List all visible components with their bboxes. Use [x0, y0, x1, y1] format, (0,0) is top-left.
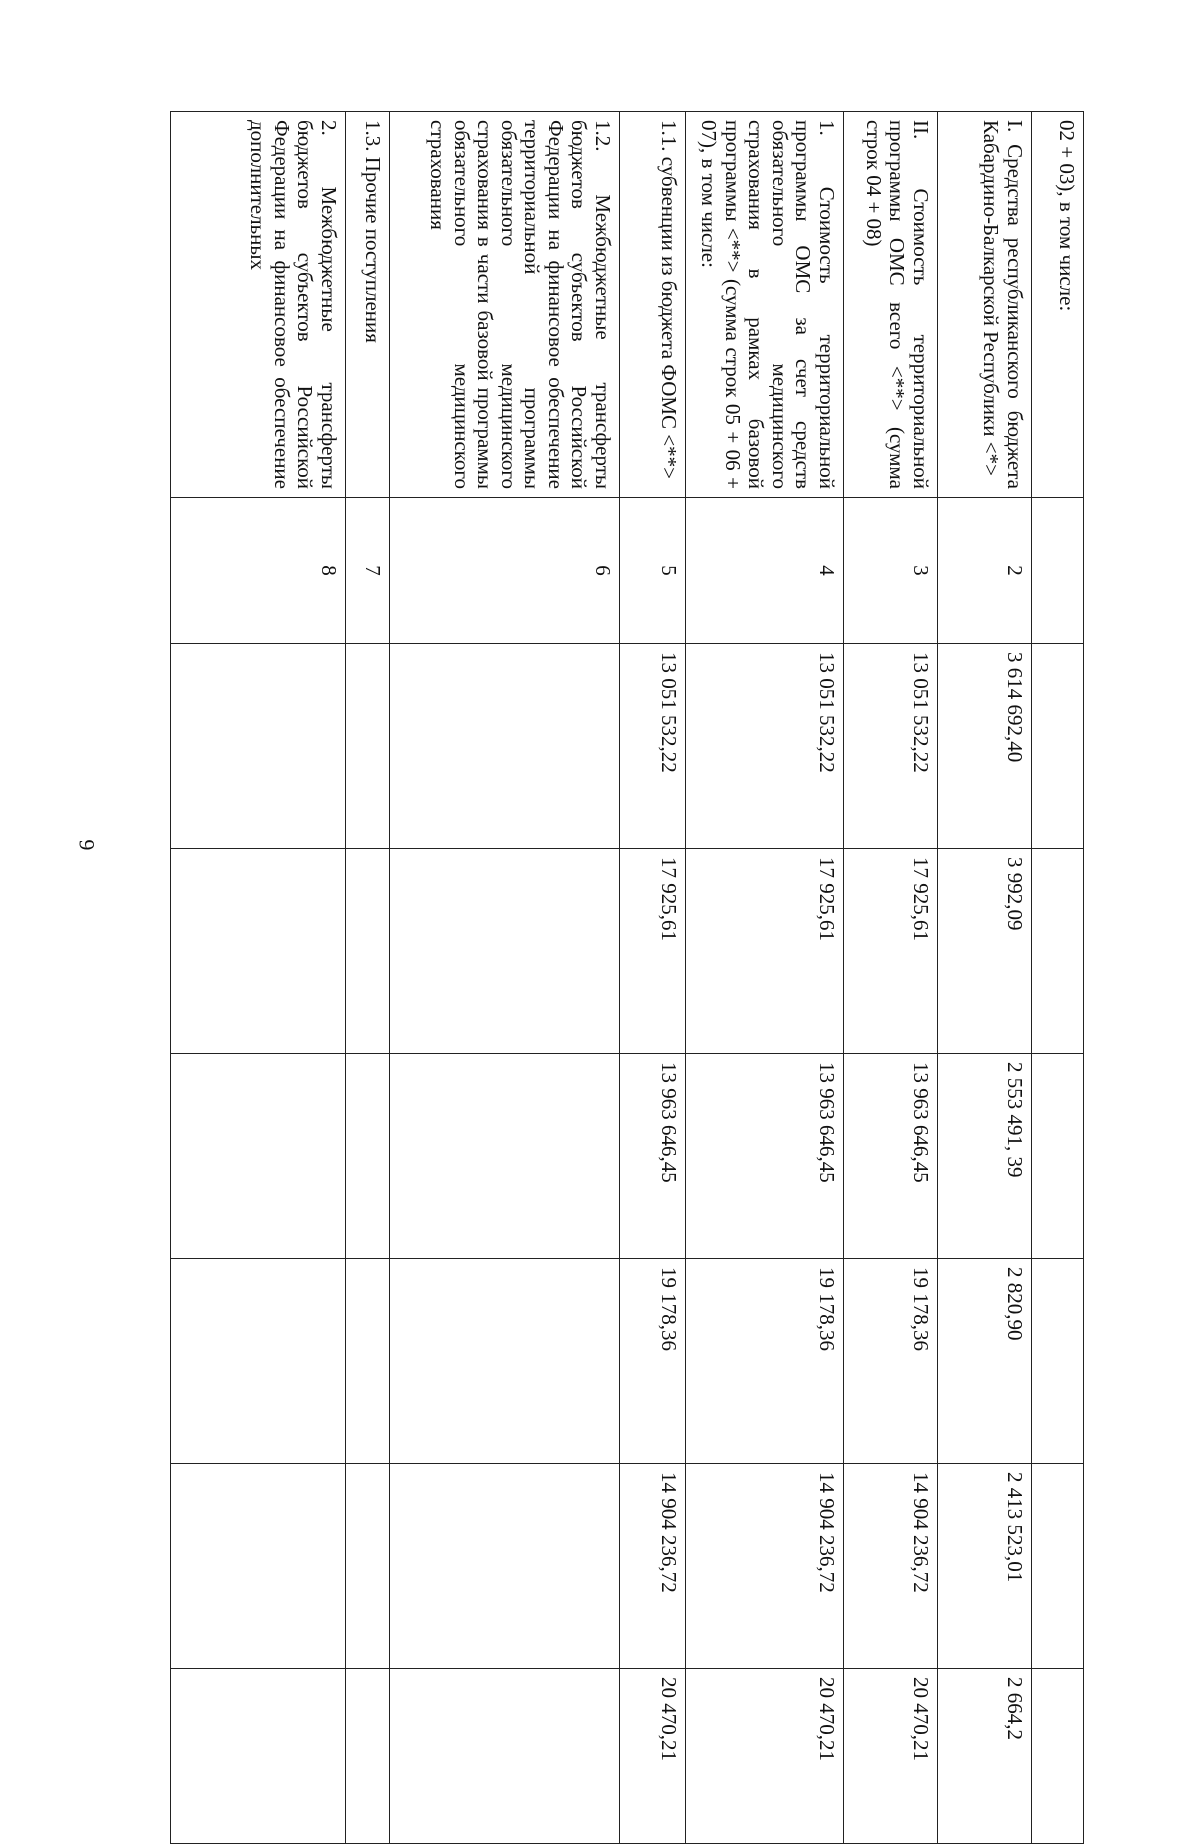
table-row	[390, 112, 620, 1844]
row-code-cell: 8	[171, 498, 346, 644]
value-cell: 14 904 236,72	[844, 1464, 938, 1669]
value-cell: 2 664,2	[938, 1669, 1032, 1844]
value-cell	[390, 1669, 620, 1844]
value-cell	[1032, 1669, 1084, 1844]
row-name-cell: 1.1. субвенции из бюджета ФОМС <**>	[620, 112, 686, 498]
row-name-cell: 1. Стоимость территориальной программы ОМС за счет средств обязательного медицинского страхования в рамках базовой программы <**> (сумма строк 05 + 06 + 07), в том числе:	[686, 112, 844, 498]
value-cell: 13 963 646,45	[686, 1054, 844, 1259]
value-cell: 13 051 532,22	[686, 644, 844, 849]
row-name-cell: II. Стоимость территориальной программы ОМС всего <**> (сумма строк 04 + 08)	[844, 112, 938, 498]
value-cell	[390, 1464, 620, 1669]
value-cell: 2 820,90	[938, 1259, 1032, 1464]
value-cell: 13 963 646,45	[844, 1054, 938, 1259]
row-name-cell: 2. Межбюджетные трансферты бюджетов субъектов Российской Федерации на финансовое обеспечение дополнительных	[171, 112, 346, 498]
value-cell	[1032, 1259, 1084, 1464]
value-cell	[171, 849, 346, 1054]
page-number: 6	[74, 839, 99, 851]
value-cell	[390, 849, 620, 1054]
table-row	[938, 112, 1032, 1844]
table-row	[620, 112, 686, 1844]
value-cell	[171, 1464, 346, 1669]
value-cell	[346, 1669, 390, 1844]
value-cell	[346, 1054, 390, 1259]
table-body	[171, 112, 1084, 1844]
value-cell	[1032, 1054, 1084, 1259]
row-code-cell	[1032, 498, 1084, 644]
row-name-cell: 1.2. Межбюджетные трансферты бюджетов субъектов Российской Федерации на финансовое обеспечение территориальной программы обязательного медицинского страхования в части базовой программы обязательного медицинского страхования	[390, 112, 620, 498]
value-cell: 2 413 523,01	[938, 1464, 1032, 1669]
value-cell: 20 470,21	[686, 1669, 844, 1844]
row-name-cell: 02 + 03), в том числе:	[1032, 112, 1084, 498]
row-code-cell: 5	[620, 498, 686, 644]
value-cell	[171, 1259, 346, 1464]
table-row	[346, 112, 390, 1844]
value-cell: 19 178,36	[686, 1259, 844, 1464]
value-cell: 19 178,36	[620, 1259, 686, 1464]
value-cell	[346, 849, 390, 1054]
value-cell: 13 051 532,22	[620, 644, 686, 849]
value-cell	[1032, 644, 1084, 849]
value-cell: 2 553 491, 39	[938, 1054, 1032, 1259]
table-row	[844, 112, 938, 1844]
row-code-cell: 4	[686, 498, 844, 644]
value-cell: 17 925,61	[620, 849, 686, 1054]
value-cell: 3 614 692,40	[938, 644, 1032, 849]
row-code-cell: 2	[938, 498, 1032, 644]
value-cell	[1032, 1464, 1084, 1669]
value-cell: 17 925,61	[686, 849, 844, 1054]
value-cell	[1032, 849, 1084, 1054]
table-row	[1032, 112, 1084, 1844]
value-cell	[390, 1259, 620, 1464]
value-cell: 14 904 236,72	[686, 1464, 844, 1669]
value-cell: 3 992,09	[938, 849, 1032, 1054]
value-cell: 19 178,36	[844, 1259, 938, 1464]
value-cell: 17 925,61	[844, 849, 938, 1054]
value-cell	[171, 1054, 346, 1259]
rotated-table-container	[171, 111, 1084, 1761]
value-cell	[346, 1464, 390, 1669]
value-cell	[171, 1669, 346, 1844]
value-cell: 20 470,21	[844, 1669, 938, 1844]
row-name-cell: I. Средства республиканского бюджета Кабардино-Балкарской Республики <*>	[938, 112, 1032, 498]
row-code-cell: 6	[390, 498, 620, 644]
value-cell: 13 963 646,45	[620, 1054, 686, 1259]
value-cell	[346, 644, 390, 849]
value-cell	[390, 644, 620, 849]
budget-table	[170, 111, 1084, 1844]
row-code-cell: 7	[346, 498, 390, 644]
value-cell: 14 904 236,72	[620, 1464, 686, 1669]
value-cell: 13 051 532,22	[844, 644, 938, 849]
table-row	[171, 112, 346, 1844]
value-cell	[346, 1259, 390, 1464]
value-cell	[171, 644, 346, 849]
row-code-cell: 3	[844, 498, 938, 644]
table-row	[686, 112, 844, 1844]
value-cell: 20 470,21	[620, 1669, 686, 1844]
row-name-cell: 1.3. Прочие поступления	[346, 112, 390, 498]
value-cell	[390, 1054, 620, 1259]
